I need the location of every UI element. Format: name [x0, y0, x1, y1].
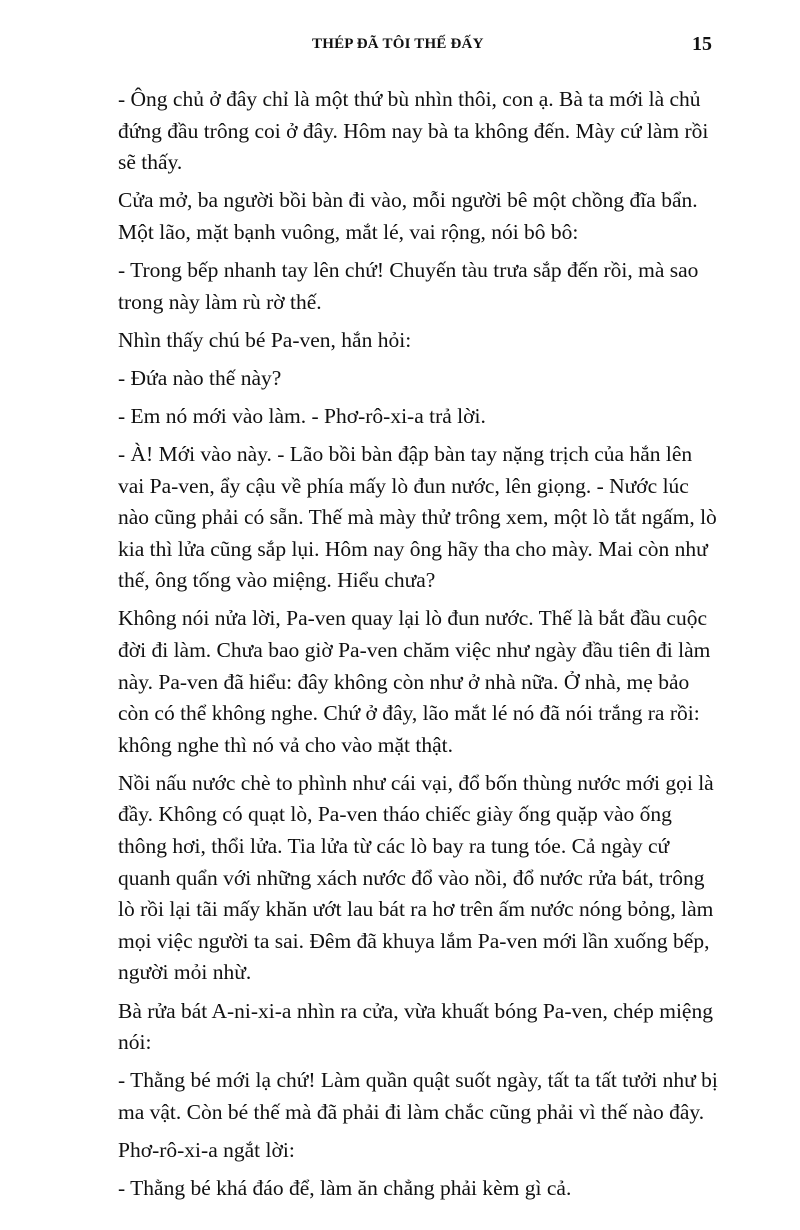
paragraph: - Trong bếp nhanh tay lên chứ! Chuyến tàu trưa sắp đến rồi, mà sao trong này làm rù rờ thế.	[118, 257, 699, 314]
running-header-title: THÉP ĐÃ TÔI THẾ ĐẤY	[312, 36, 484, 52]
paragraph: - Em nó mới vào làm. - Phơ-rô-xi-a trả lời.	[118, 403, 486, 428]
paragraph: - Thằng bé khá đáo để, làm ăn chẳng phải kèm gì cả.	[118, 1176, 572, 1200]
paragraph: Phơ-rô-xi-a ngắt lời:	[118, 1137, 295, 1162]
paragraph: - Thằng bé mới lạ chứ! Làm quần quật suốt ngày, tất ta tất tưởi như bị ma vật. Còn bé thế mà đã phải đi làm chắc cũng phải vì thế nào đây.	[118, 1068, 718, 1124]
paragraph: Nhìn thấy chú bé Pa-ven, hắn hỏi:	[118, 327, 412, 352]
paragraph: Nồi nấu nước chè to phình như cái vại, đổ bốn thùng nước mới gọi là đầy. Không có quạt lò, Pa-ven tháo chiếc giày ống quặp vào ống thông hơi, thổi lửa. Tia lửa từ các lò bay ra tung tóe. Cả ngày cứ quanh quẩn với những xách nước đổ vào nồi, đổ nước rửa bát, trông lò rồi lại tãi mấy khăn ướt lau bát ra hơ trên ấm nước nóng bỏng, làm mọi việc người ta sai. Đêm đã khuya lắm Pa-ven mới lần xuống bếp, người mỏi nhừ.	[118, 770, 714, 985]
paragraph: Bà rửa bát A-ni-xi-a nhìn ra cửa, vừa khuất bóng Pa-ven, chép miệng nói:	[118, 998, 713, 1055]
paragraph: - À! Mới vào này. - Lão bồi bàn đập bàn tay nặng trịch của hắn lên vai Pa-ven, ẩy cậu về phía mấy lò đun nước, lên giọng. - Nước lúc nào cũng phải có sẵn. Thế mà mày thử trông xem, một lò tắt ngấm, lò kia thì lửa cũng sắp lụi. Hôm nay ông hãy tha cho mày. Mai còn như thế, ông tống vào miệng. Hiểu chưa?	[118, 441, 717, 593]
paragraph: - Ông chủ ở đây chỉ là một thứ bù nhìn thôi, con ạ. Bà ta mới là chủ đứng đầu trông coi ở đây. Hôm nay bà ta không đến. Mày cứ làm rồi sẽ thấy.	[118, 87, 709, 175]
paragraph: Cửa mở, ba người bồi bàn đi vào, mỗi người bê một chồng đĩa bẩn. Một lão, mặt bạnh vuông, mắt lé, vai rộng, nói bô bô:	[118, 188, 698, 244]
paragraph: Không nói nửa lời, Pa-ven quay lại lò đun nước. Thế là bắt đầu cuộc đời đi làm. Chưa bao giờ Pa-ven chăm việc như ngày đầu tiên đi làm này. Pa-ven đã hiểu: đây không còn như ở nhà nữa. Ở nhà, mẹ bảo còn có thể không nghe. Chứ ở đây, lão mắt lé nó đã nói trắng ra rồi: không nghe thì nó vả cho vào mặt thật.	[118, 606, 711, 757]
body-text	[118, 84, 718, 1211]
page-number: 15	[692, 33, 712, 55]
paragraph: - Đứa nào thế này?	[118, 365, 282, 390]
